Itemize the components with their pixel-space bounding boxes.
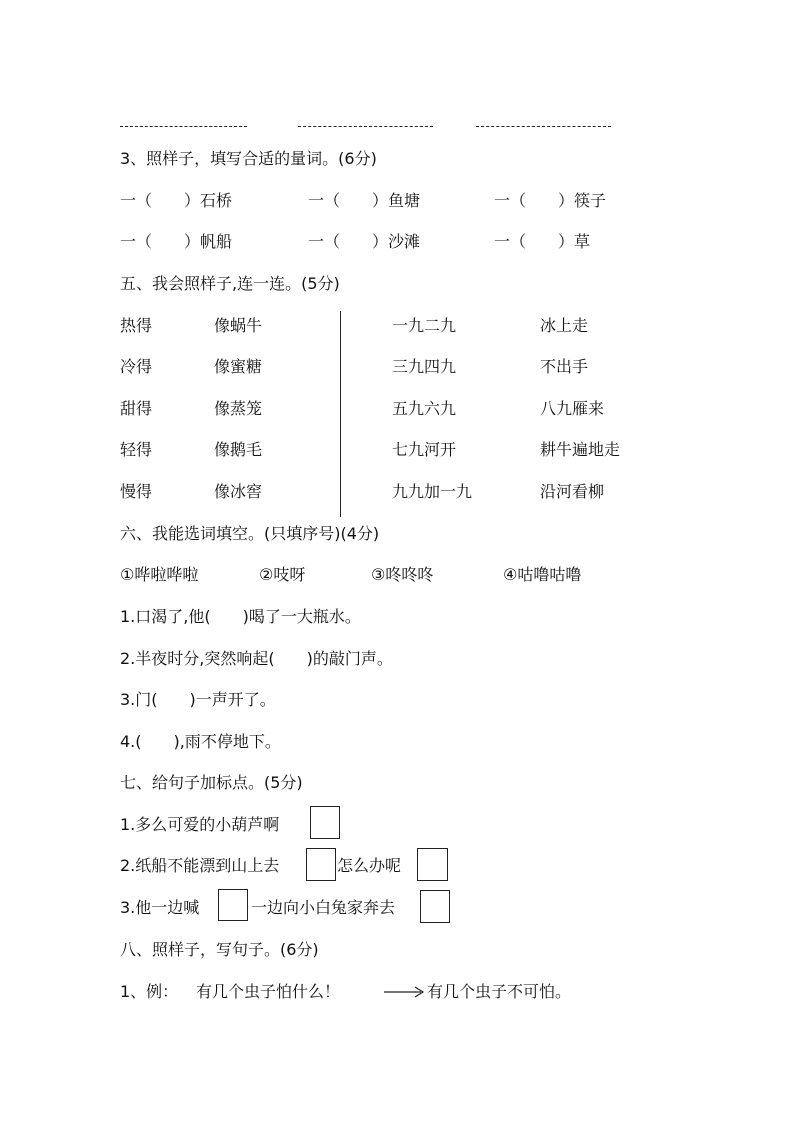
match-right-period: 五九六九 (392, 399, 457, 418)
answer-blank[interactable] (298, 126, 433, 127)
answer-blank[interactable] (120, 126, 247, 127)
match-left-word: 热得 (120, 316, 153, 335)
answer-blank[interactable] (476, 126, 611, 127)
match-left-word: 轻得 (120, 440, 153, 459)
punctuation-box[interactable] (306, 848, 336, 881)
match-right-saying: 不出手 (540, 357, 589, 376)
match-right-saying: 耕牛遍地走 (540, 440, 621, 459)
section-title-q8: 八、照样子，写句子。(6分) (120, 940, 319, 959)
match-left-simile: 像蜜糖 (214, 357, 263, 376)
section-title-q6: 六、我能选词填空。(只填序号)(4分) (120, 524, 380, 543)
example-label: 1、例： (120, 982, 179, 1001)
punctuation-sentence-continued: 一边向小白兔家奔去 (251, 898, 396, 917)
column-divider (340, 311, 341, 517)
arrow-right-icon (383, 985, 425, 999)
match-right-saying: 沿河看柳 (540, 482, 605, 501)
section-title-q5: 五、我会照样子,连一连。(5分) (120, 274, 340, 293)
punctuation-sentence: 3.他一边喊 (120, 898, 200, 917)
match-left-word: 冷得 (120, 357, 153, 376)
punctuation-sentence: 1.多么可爱的小葫芦啊 (120, 815, 280, 834)
measure-word-item: 一（ ）帆船 (120, 232, 233, 251)
measure-word-item: 一（ ）沙滩 (308, 232, 421, 251)
match-left-simile: 像蒸笼 (214, 399, 263, 418)
match-right-period: 三九四九 (392, 357, 457, 376)
punctuation-box[interactable] (420, 890, 450, 923)
punctuation-box[interactable] (310, 806, 340, 839)
measure-word-item: 一（ ）草 (494, 232, 591, 251)
section-title-q7: 七、给句子加标点。(5分) (120, 773, 303, 792)
word-option: ①哗啦哗啦 (120, 565, 199, 584)
example-source-sentence: 有几个虫子怕什么！ (196, 982, 341, 1001)
word-option: ③咚咚咚 (371, 565, 434, 584)
match-left-word: 甜得 (120, 399, 153, 418)
match-left-simile: 像鹅毛 (214, 440, 263, 459)
fill-blank-sentence: 4.( ),雨不停地下。 (120, 732, 281, 751)
measure-word-item: 一（ ）筷子 (494, 191, 607, 210)
punctuation-sentence: 2.纸船不能漂到山上去 (120, 856, 280, 875)
match-left-simile: 像冰窖 (214, 482, 263, 501)
match-left-word: 慢得 (120, 482, 153, 501)
punctuation-sentence-continued: 怎么办呢 (337, 856, 402, 875)
match-right-saying: 冰上走 (540, 316, 589, 335)
fill-blank-sentence: 1.口渴了,他( )喝了一大瓶水。 (120, 607, 361, 626)
match-right-saying: 八九雁来 (540, 399, 605, 418)
example-target-sentence: 有几个虫子不可怕。 (427, 982, 572, 1001)
section-title-q3: 3、照样子，填写合适的量词。(6分) (120, 149, 377, 168)
measure-word-item: 一（ ）石桥 (120, 191, 233, 210)
word-option: ②吱呀 (259, 565, 306, 584)
fill-blank-sentence: 2.半夜时分,突然响起( )的敲门声。 (120, 649, 393, 668)
fill-blank-sentence: 3.门( )一声开了。 (120, 690, 276, 709)
match-left-simile: 像蜗牛 (214, 316, 263, 335)
word-option: ④咕噜咕噜 (503, 565, 582, 584)
match-right-period: 九九加一九 (392, 482, 473, 501)
match-right-period: 七九河开 (392, 440, 457, 459)
punctuation-box[interactable] (218, 889, 248, 921)
measure-word-item: 一（ ）鱼塘 (308, 191, 421, 210)
punctuation-box[interactable] (417, 848, 448, 881)
match-right-period: 一九二九 (392, 316, 457, 335)
